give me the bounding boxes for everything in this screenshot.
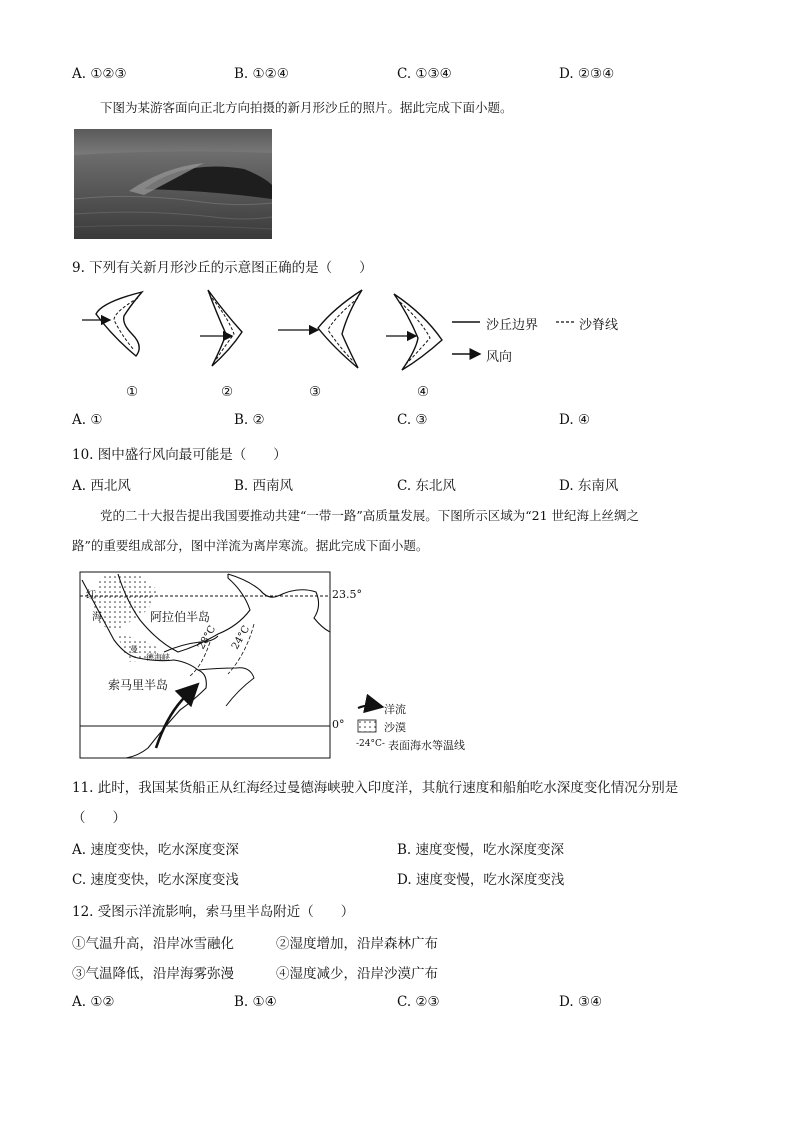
q11-options-row1 — [72, 838, 722, 858]
label-somalia: 索马里半岛 — [108, 678, 169, 692]
dune-label-1: ① — [126, 384, 139, 400]
q10-options — [72, 474, 722, 494]
q12-option-c[interactable]: C. ②③ — [397, 994, 440, 1010]
lat-0: 0° — [332, 718, 345, 731]
label-red-sea-2: 海 — [92, 612, 102, 623]
legend-wind-label: 风向 — [486, 350, 513, 365]
q12-item-3: ③气温降低，沿岸海雾弥漫 — [72, 966, 234, 982]
q11-option-a[interactable]: A. 速度变快，吃水深度变深 — [72, 842, 239, 858]
isotherm-28: 28°C — [196, 624, 219, 652]
dune-photo — [74, 129, 272, 239]
q8-option-a[interactable]: A. ①②③ — [72, 66, 127, 82]
legend-desert-label: 沙漠 — [384, 721, 406, 734]
q12-item-2: ②湿度增加，沿岸森林广布 — [276, 936, 438, 952]
dune-label-3: ③ — [309, 384, 322, 400]
q8-option-b[interactable]: B. ①②④ — [234, 66, 289, 82]
label-arabia: 阿拉伯半岛 — [150, 610, 211, 624]
intro-map-line1: 党的二十大报告提出我国要推动共建“一带一路”高质量发展。下图所示区域为“21 世纪海上丝绸之 — [100, 508, 640, 523]
region-map — [78, 570, 488, 762]
q12-option-b[interactable]: B. ①④ — [234, 994, 277, 1010]
q9-stem: 9. 下列有关新月形沙丘的示意图正确的是（ ） — [72, 260, 373, 276]
q8-options — [72, 66, 722, 86]
q10-option-a[interactable]: A. 西北风 — [72, 478, 131, 494]
legend-boundary-label: 沙丘边界 — [486, 318, 539, 333]
legend-current-label: 洋流 — [384, 703, 406, 716]
q10-option-b[interactable]: B. 西南风 — [234, 478, 294, 494]
q11-paren: （ ） — [72, 810, 126, 826]
q11-option-b[interactable]: B. 速度变慢，吃水深度变深 — [397, 842, 565, 858]
q12-options — [72, 994, 722, 1014]
lat-23-5: 23.5° — [332, 588, 362, 601]
q8-option-d[interactable]: D. ②③④ — [559, 66, 615, 82]
legend-iso-sample: -24°C- — [356, 739, 385, 749]
isotherm-24: 24°C — [230, 624, 253, 652]
q10-stem: 10. 图中盛行风向最可能是（ ） — [72, 447, 287, 463]
q11-option-c[interactable]: C. 速度变快，吃水深度变浅 — [72, 872, 239, 888]
legend-ridge-label: 沙脊线 — [579, 318, 619, 333]
q12-item-1: ①气温升高，沿岸冰雪融化 — [72, 936, 234, 952]
legend-iso-label: 表面海水等温线 — [388, 739, 465, 752]
dune-diagram-2 — [200, 290, 242, 366]
intro-photo-text: 下图为某游客面向正北方向拍摄的新月形沙丘的照片。据此完成下面小题。 — [100, 100, 513, 115]
q11-options-row2 — [72, 868, 722, 888]
dune-label-2: ② — [221, 384, 234, 400]
q8-option-c[interactable]: C. ①③④ — [397, 66, 452, 82]
q12-option-d[interactable]: D. ③④ — [559, 994, 603, 1010]
q12-option-a[interactable]: A. ①② — [72, 994, 115, 1010]
q9-options — [72, 412, 722, 432]
label-strait-2: 德海峡 — [146, 653, 170, 662]
q9-option-b[interactable]: B. ② — [234, 412, 265, 428]
q10-option-c[interactable]: C. 东北风 — [397, 478, 456, 494]
dune-diagram-4 — [386, 294, 442, 370]
q12-stem: 12. 受图示洋流影响，索马里半岛附近（ ） — [72, 904, 355, 920]
q11-stem: 11. 此时，我国某货船正从红海经过曼德海峡驶入印度洋，其航行速度和船舶吃水深度变化情况分别是 — [72, 780, 679, 796]
q11-option-d[interactable]: D. 速度变慢，吃水深度变浅 — [397, 872, 565, 888]
label-strait-1: 曼 — [130, 645, 138, 654]
q9-option-a[interactable]: A. ① — [72, 412, 103, 428]
q12-items-row2 — [72, 962, 722, 982]
intro-map-line2: 路”的重要组成部分，图中洋流为离岸寒流。据此完成下面小题。 — [72, 538, 429, 553]
dune-diagram-3 — [278, 290, 362, 368]
dune-diagrams — [72, 284, 652, 402]
label-red-sea-1: 红 — [86, 590, 96, 601]
map-legend — [358, 705, 378, 732]
q9-option-d[interactable]: D. ④ — [559, 412, 591, 428]
dune-diagram-1 — [82, 292, 142, 356]
dune-label-4: ④ — [417, 384, 430, 400]
q9-option-c[interactable]: C. ③ — [397, 412, 428, 428]
q12-item-4: ④湿度减少，沿岸沙漠广布 — [276, 966, 438, 982]
q10-option-d[interactable]: D. 东南风 — [559, 478, 619, 494]
q12-items-row1 — [72, 932, 722, 952]
